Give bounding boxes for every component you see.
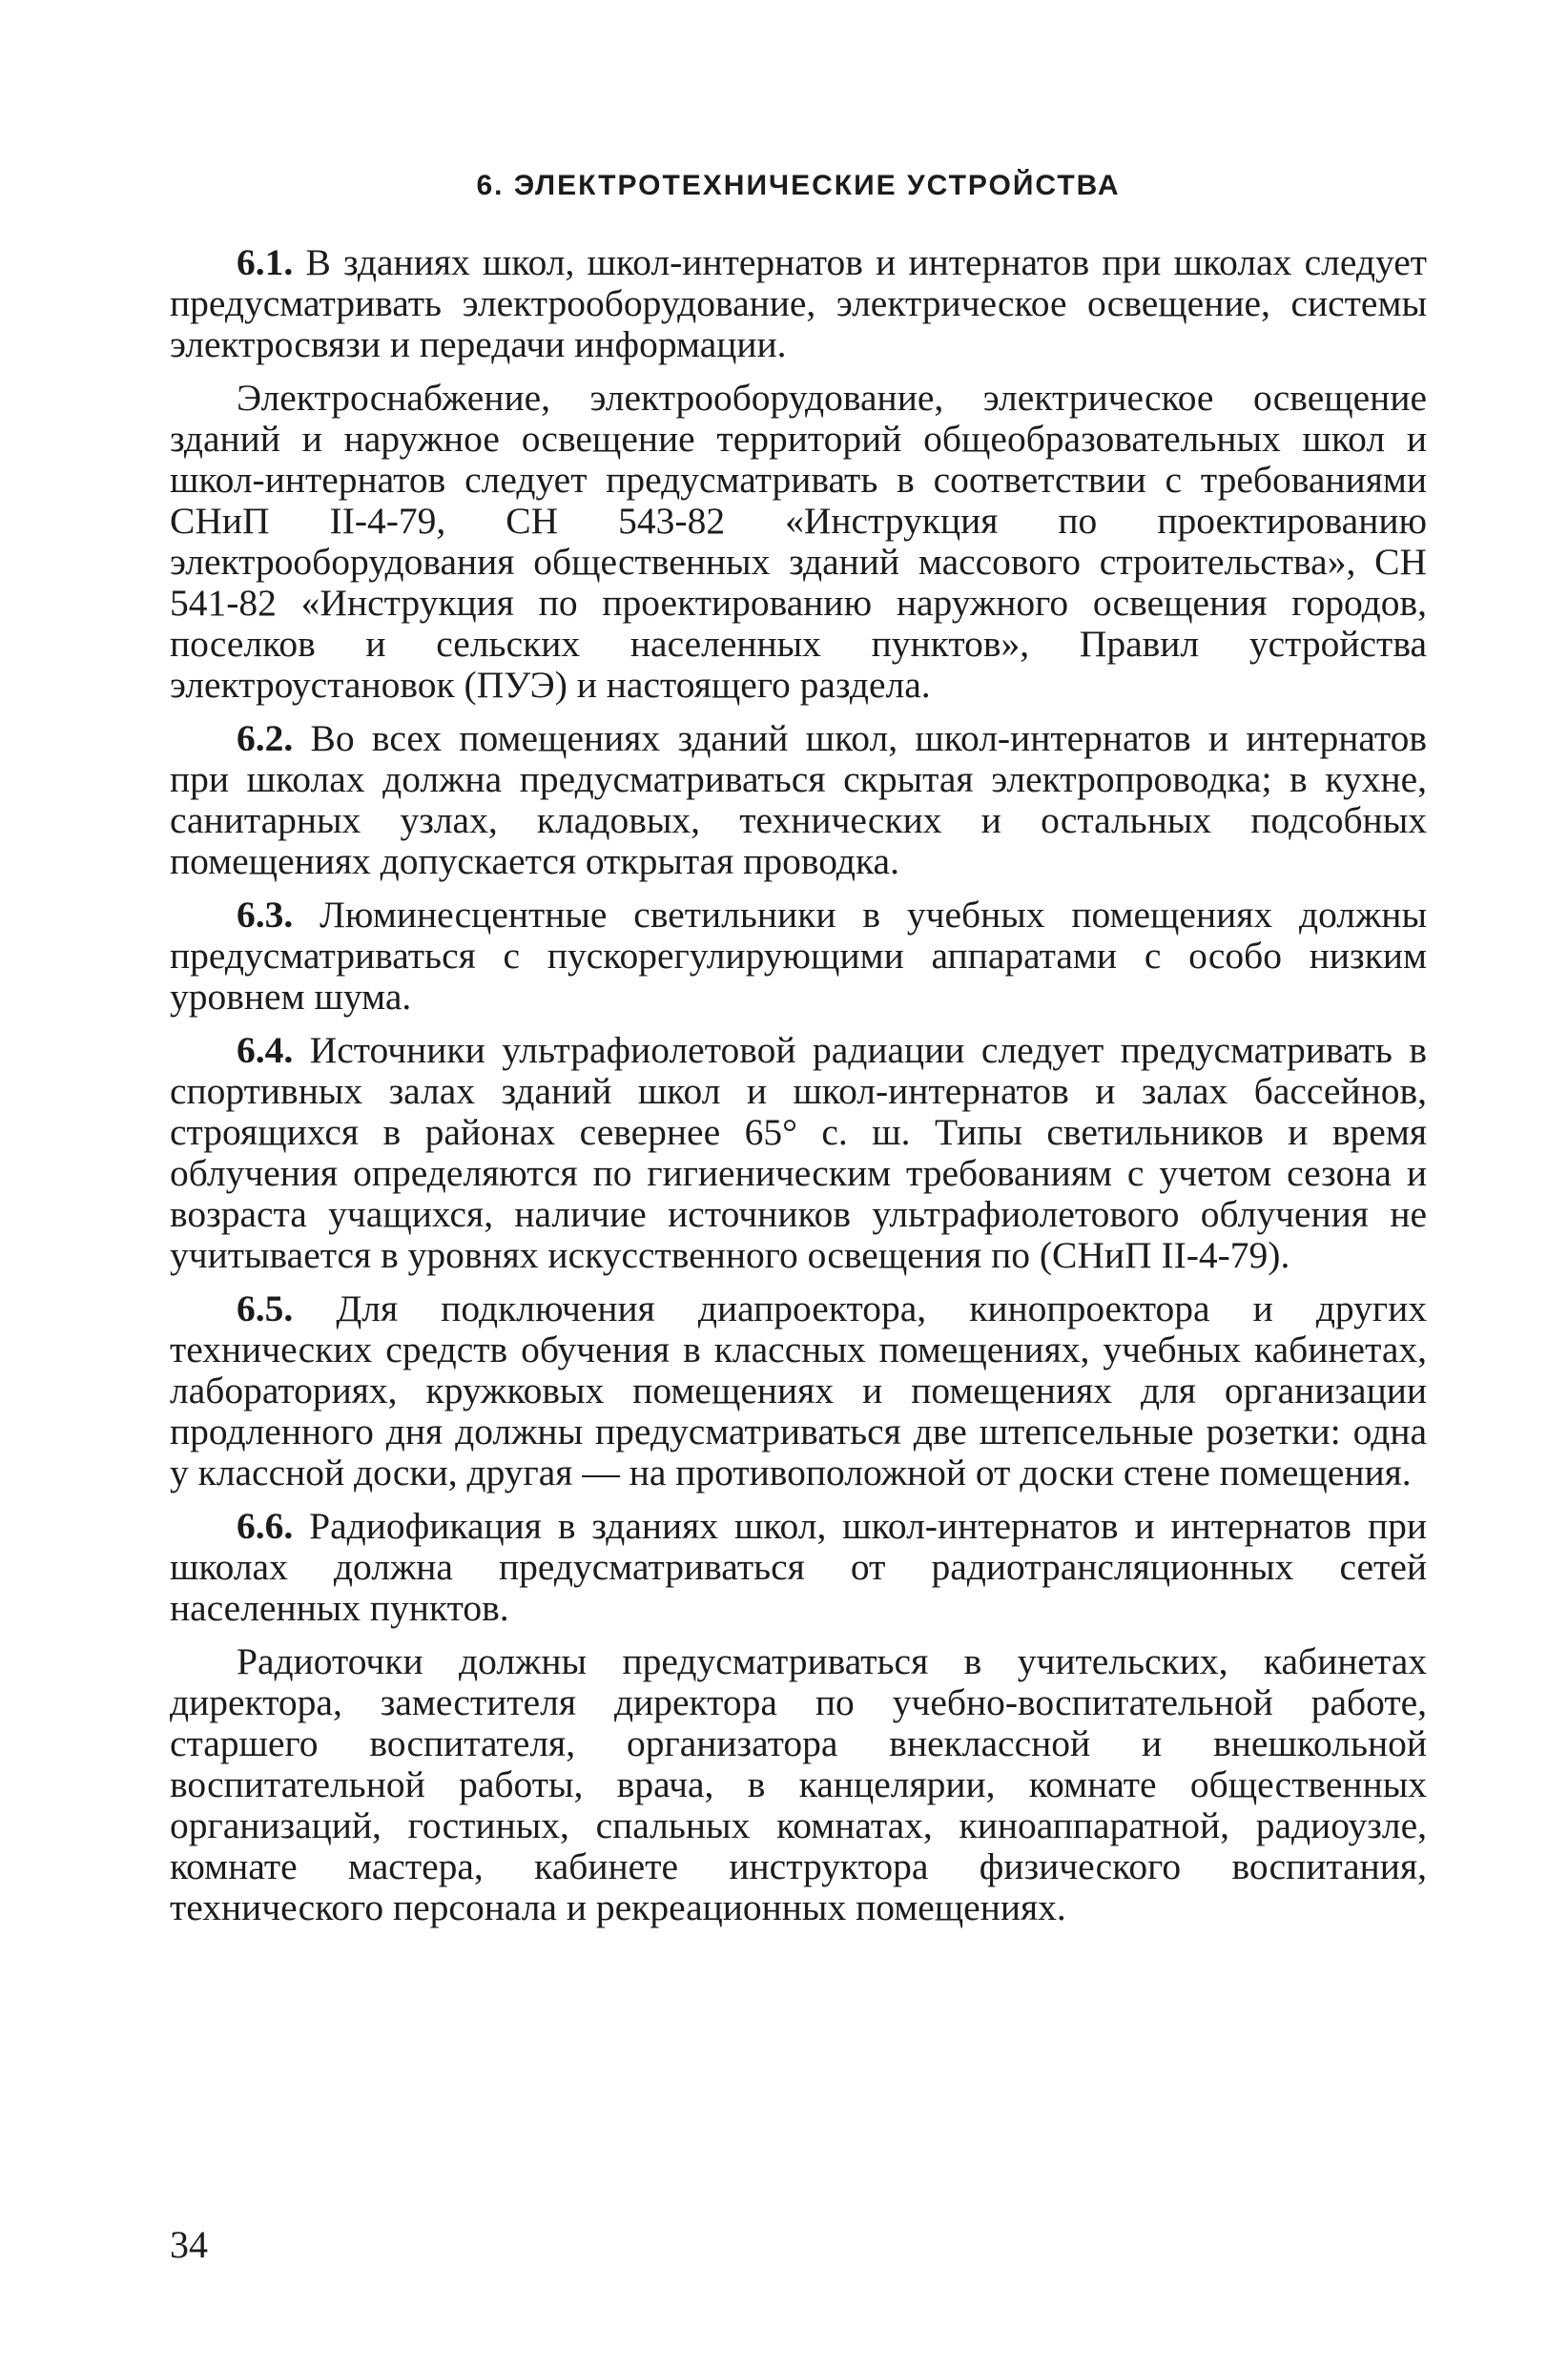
page-number: 34 (170, 2223, 208, 2266)
section-title: 6. ЭЛЕКТРОТЕХНИЧЕСКИЕ УСТРОЙСТВА (476, 170, 1121, 201)
paragraph-number: 6.5. (237, 1288, 294, 1329)
paragraph-power-supply (170, 378, 1427, 706)
paragraph-text: Радиоточки должны предусматриваться в учительских, кабинетах директора, заместителя директора по учебно-воспитательной работе, старшего воспитателя, организатора внеклассной и внешкольной воспитательной работы, врача, в канцелярии, комнате общественных организаций, гостиных, спальных комнатах, киноаппаратной, радиоузле, комнате мастера, кабинете инструктора физического воспитания, технического персонала и рекреационных помещениях. (170, 1640, 1427, 1928)
paragraph-number: 6.6. (237, 1505, 294, 1547)
paragraph-number: 6.1. (237, 241, 294, 283)
paragraph-text: Радиофикация в зданиях школ, школ-интернатов и интернатов при школах должна предусматриваться от радиотрансляционных сетей населенных пунктов. (170, 1505, 1427, 1629)
paragraph-radio-points (170, 1641, 1427, 1928)
paragraph-6-3 (170, 895, 1427, 1018)
paragraph-6-4 (170, 1030, 1427, 1276)
paragraph-6-2 (170, 718, 1427, 882)
paragraph-text: Люминесцентные светильники в учебных помещениях должны предусматриваться с пускорегулирующими аппаратами с особо низким уровнем шума. (170, 894, 1427, 1018)
paragraph-6-5 (170, 1288, 1427, 1494)
paragraph-text: Электроснабжение, электрооборудование, электрическое освещение зданий и наружное освещение территорий общеобразовательных школ и школ-интернатов следует предусматривать в соответствии с требованиями СНиП II-4-79, СН 543-82 «Инструкция по проектированию электрооборудования общественных зданий массового строительства», СН 541-82 «Инструкция по проектированию наружного освещения городов, поселков и сельских населенных пунктов», Правил устройства электроустановок (ПУЭ) и настоящего раздела. (170, 377, 1427, 706)
paragraph-number: 6.4. (237, 1029, 294, 1071)
paragraph-number: 6.2. (237, 717, 294, 759)
paragraph-text: В зданиях школ, школ-интернатов и интернатов при школах следует предусматривать электрооборудование, электрическое освещение, системы электросвязи и передачи информации. (170, 241, 1427, 365)
paragraph-text: Во всех помещениях зданий школ, школ-интернатов и интернатов при школах должна предусматриваться скрытая электропроводка; в кухне, санитарных узлах, кладовых, технических и остальных подсобных помещениях допускается открытая проводка. (170, 717, 1427, 882)
paragraph-6-6 (170, 1506, 1427, 1629)
paragraph-6-1 (170, 242, 1427, 365)
paragraph-text: Источники ультрафиолетовой радиации следует предусматривать в спортивных залах зданий школ и школ-интернатов и залах бассейнов, строящихся в районах севернее 65° с. ш. Типы светильников и время облучения определяются по гигиеническим требованиям с учетом сезона и возраста учащихся, наличие источников ультрафиолетового облучения не учитывается в уровнях искусственного освещения по (СНиП II-4-79). (170, 1029, 1427, 1276)
paragraph-text: Для подключения диапроектора, кинопроектора и других технических средств обучения в классных помещениях, учебных кабинетах, лабораториях, кружковых помещениях и помещениях для организации продленного дня должны предусматриваться две штепсельные розетки: одна у классной доски, другая — на противоположной от доски стене помещения. (170, 1288, 1427, 1494)
paragraph-number: 6.3. (237, 894, 294, 936)
document-page (170, 143, 1427, 1941)
